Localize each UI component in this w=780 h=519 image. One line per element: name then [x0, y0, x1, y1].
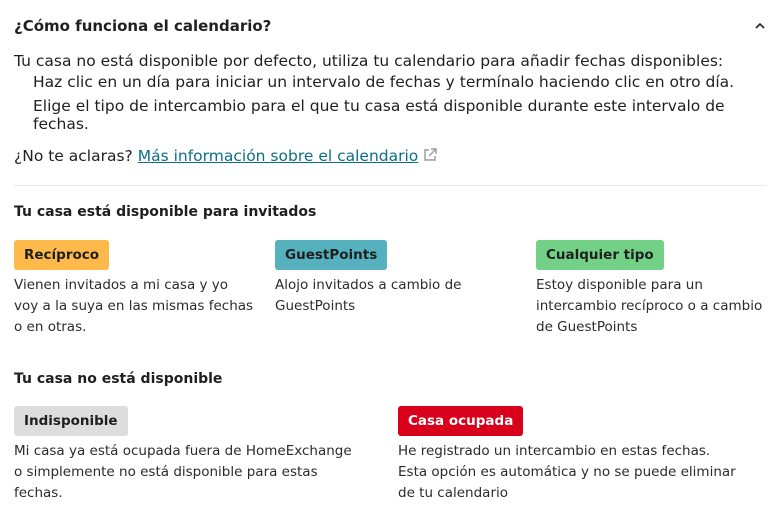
chevron-up-icon[interactable]	[752, 18, 768, 34]
instruction-step-2: Elige el tipo de intercambio para el que tu casa está disponible durante este intervalo de fechas.	[33, 97, 725, 133]
instruction-step-1: Haz clic en un día para iniciar un intervalo de fechas y termínalo haciendo clic en otro día.	[33, 73, 735, 91]
badge-guestpoints: GuestPoints	[275, 240, 387, 270]
any-type-description: Estoy disponible para un intercambio recíproco o a cambio de GuestPoints	[536, 277, 763, 335]
calendar-info-link[interactable]: Más información sobre el calendario	[137, 147, 419, 165]
badge-booked: Casa ocupada	[398, 406, 523, 436]
reciprocal-description: Vienen invitados a mi casa y yo voy a la suya en las mismas fechas o en otras.	[14, 277, 254, 335]
guestpoints-description: Alojo invitados a cambio de GuestPoints	[275, 277, 462, 314]
badge-reciprocal: Recíproco	[14, 240, 109, 270]
external-link-icon[interactable]	[422, 147, 438, 167]
badge-any-type: Cualquier tipo	[536, 240, 664, 270]
available-heading: Tu casa está disponible para invitados	[14, 204, 317, 220]
help-question: ¿No te aclaras?	[14, 147, 133, 165]
section-title[interactable]: ¿Cómo funciona el calendario?	[14, 17, 272, 35]
unavailable-description: Mi casa ya está ocupada fuera de HomeExchange o simplemente no está disponible para estas fechas.	[14, 443, 352, 501]
booked-description: He registrado un intercambio en estas fechas. Esta opción es automática y no se puede eliminar de tu calendario	[398, 443, 736, 501]
intro-text: Tu casa no está disponible por defecto, utiliza tu calendario para añadir fechas disponibles:	[14, 52, 724, 70]
badge-unavailable: Indisponible	[14, 406, 128, 436]
help-row	[14, 147, 438, 167]
divider	[14, 185, 766, 186]
unavailable-heading: Tu casa no está disponible	[14, 371, 223, 387]
